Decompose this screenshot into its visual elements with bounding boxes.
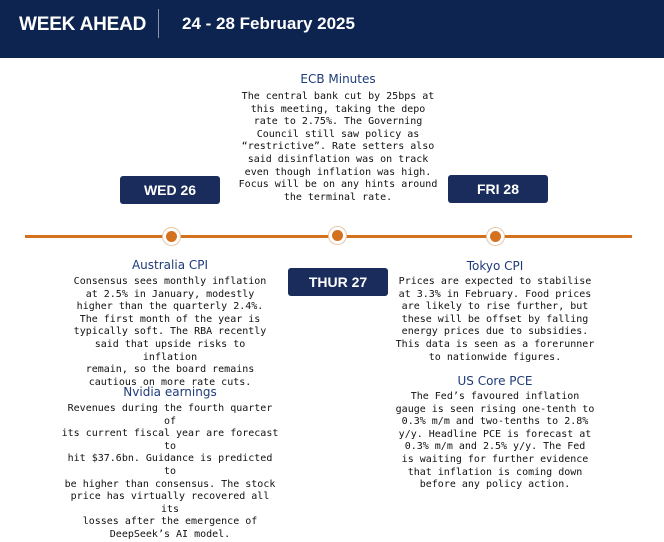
tokyo-cpi-title: Tokyo CPI (466, 259, 524, 273)
date-range: 24 - 28 February 2025 (182, 14, 355, 33)
australia-cpi-title: Australia CPI (131, 258, 209, 272)
nvidia-earnings-title: Nvidia earnings (123, 385, 217, 399)
australia-cpi-body: Consensus sees monthly inflation at 2.5% in January, modestly higher than the quarterly 2.4%. The first month of the year is typically soft. The RBA recently said that upside risks to inflation remain, so the board remains cautious on more rate cuts. (73, 276, 267, 388)
timeline-dot-thu (329, 227, 346, 244)
page-title: WEEK AHEAD (19, 14, 147, 35)
header-bar (0, 0, 664, 58)
day-badge-thu: THUR 27 (288, 268, 388, 296)
day-badge-wed: WED 26 (120, 176, 220, 204)
timeline-dot-fri (487, 228, 504, 245)
ecb-minutes-title: ECB Minutes (300, 72, 376, 86)
nvidia-earnings-body: Revenues during the fourth quarter of its current fiscal year are forecast to hit $37.6bn. Guidance is predicted to be higher than consensus. The stock price has virtually recovered all its losses after the emergence of DeepSeek’s AI model. (61, 403, 279, 540)
timeline-dot-wed (163, 228, 180, 245)
us-core-pce-body: The Fed’s favoured inflation gauge is seen rising one-tenth to 0.3% m/m and two-tenths to 2.8% y/y. Headline PCE is forecast at 0.3% m/m and 2.5% y/y. The Fed is waiting for further evidence that inflation is coming down before any policy action. (395, 391, 595, 491)
header-divider (158, 9, 159, 38)
day-badge-fri: FRI 28 (448, 175, 548, 203)
tokyo-cpi-body: Prices are expected to stabilise at 3.3% in February. Food prices are likely to rise further, but these will be offset by falling energy prices due to subsidies. This data is seen as a forerunner to nationwide figures. (395, 276, 595, 363)
us-core-pce-title: US Core PCE (457, 374, 533, 388)
ecb-minutes-body: The central bank cut by 25bps at this meeting, taking the depo rate to 2.75%. The Governing Council still saw policy as “restrictive”. Rate setters also said disinflation was on track even though inflation was high. Focus will be on any hints around the terminal rate. (238, 91, 438, 203)
